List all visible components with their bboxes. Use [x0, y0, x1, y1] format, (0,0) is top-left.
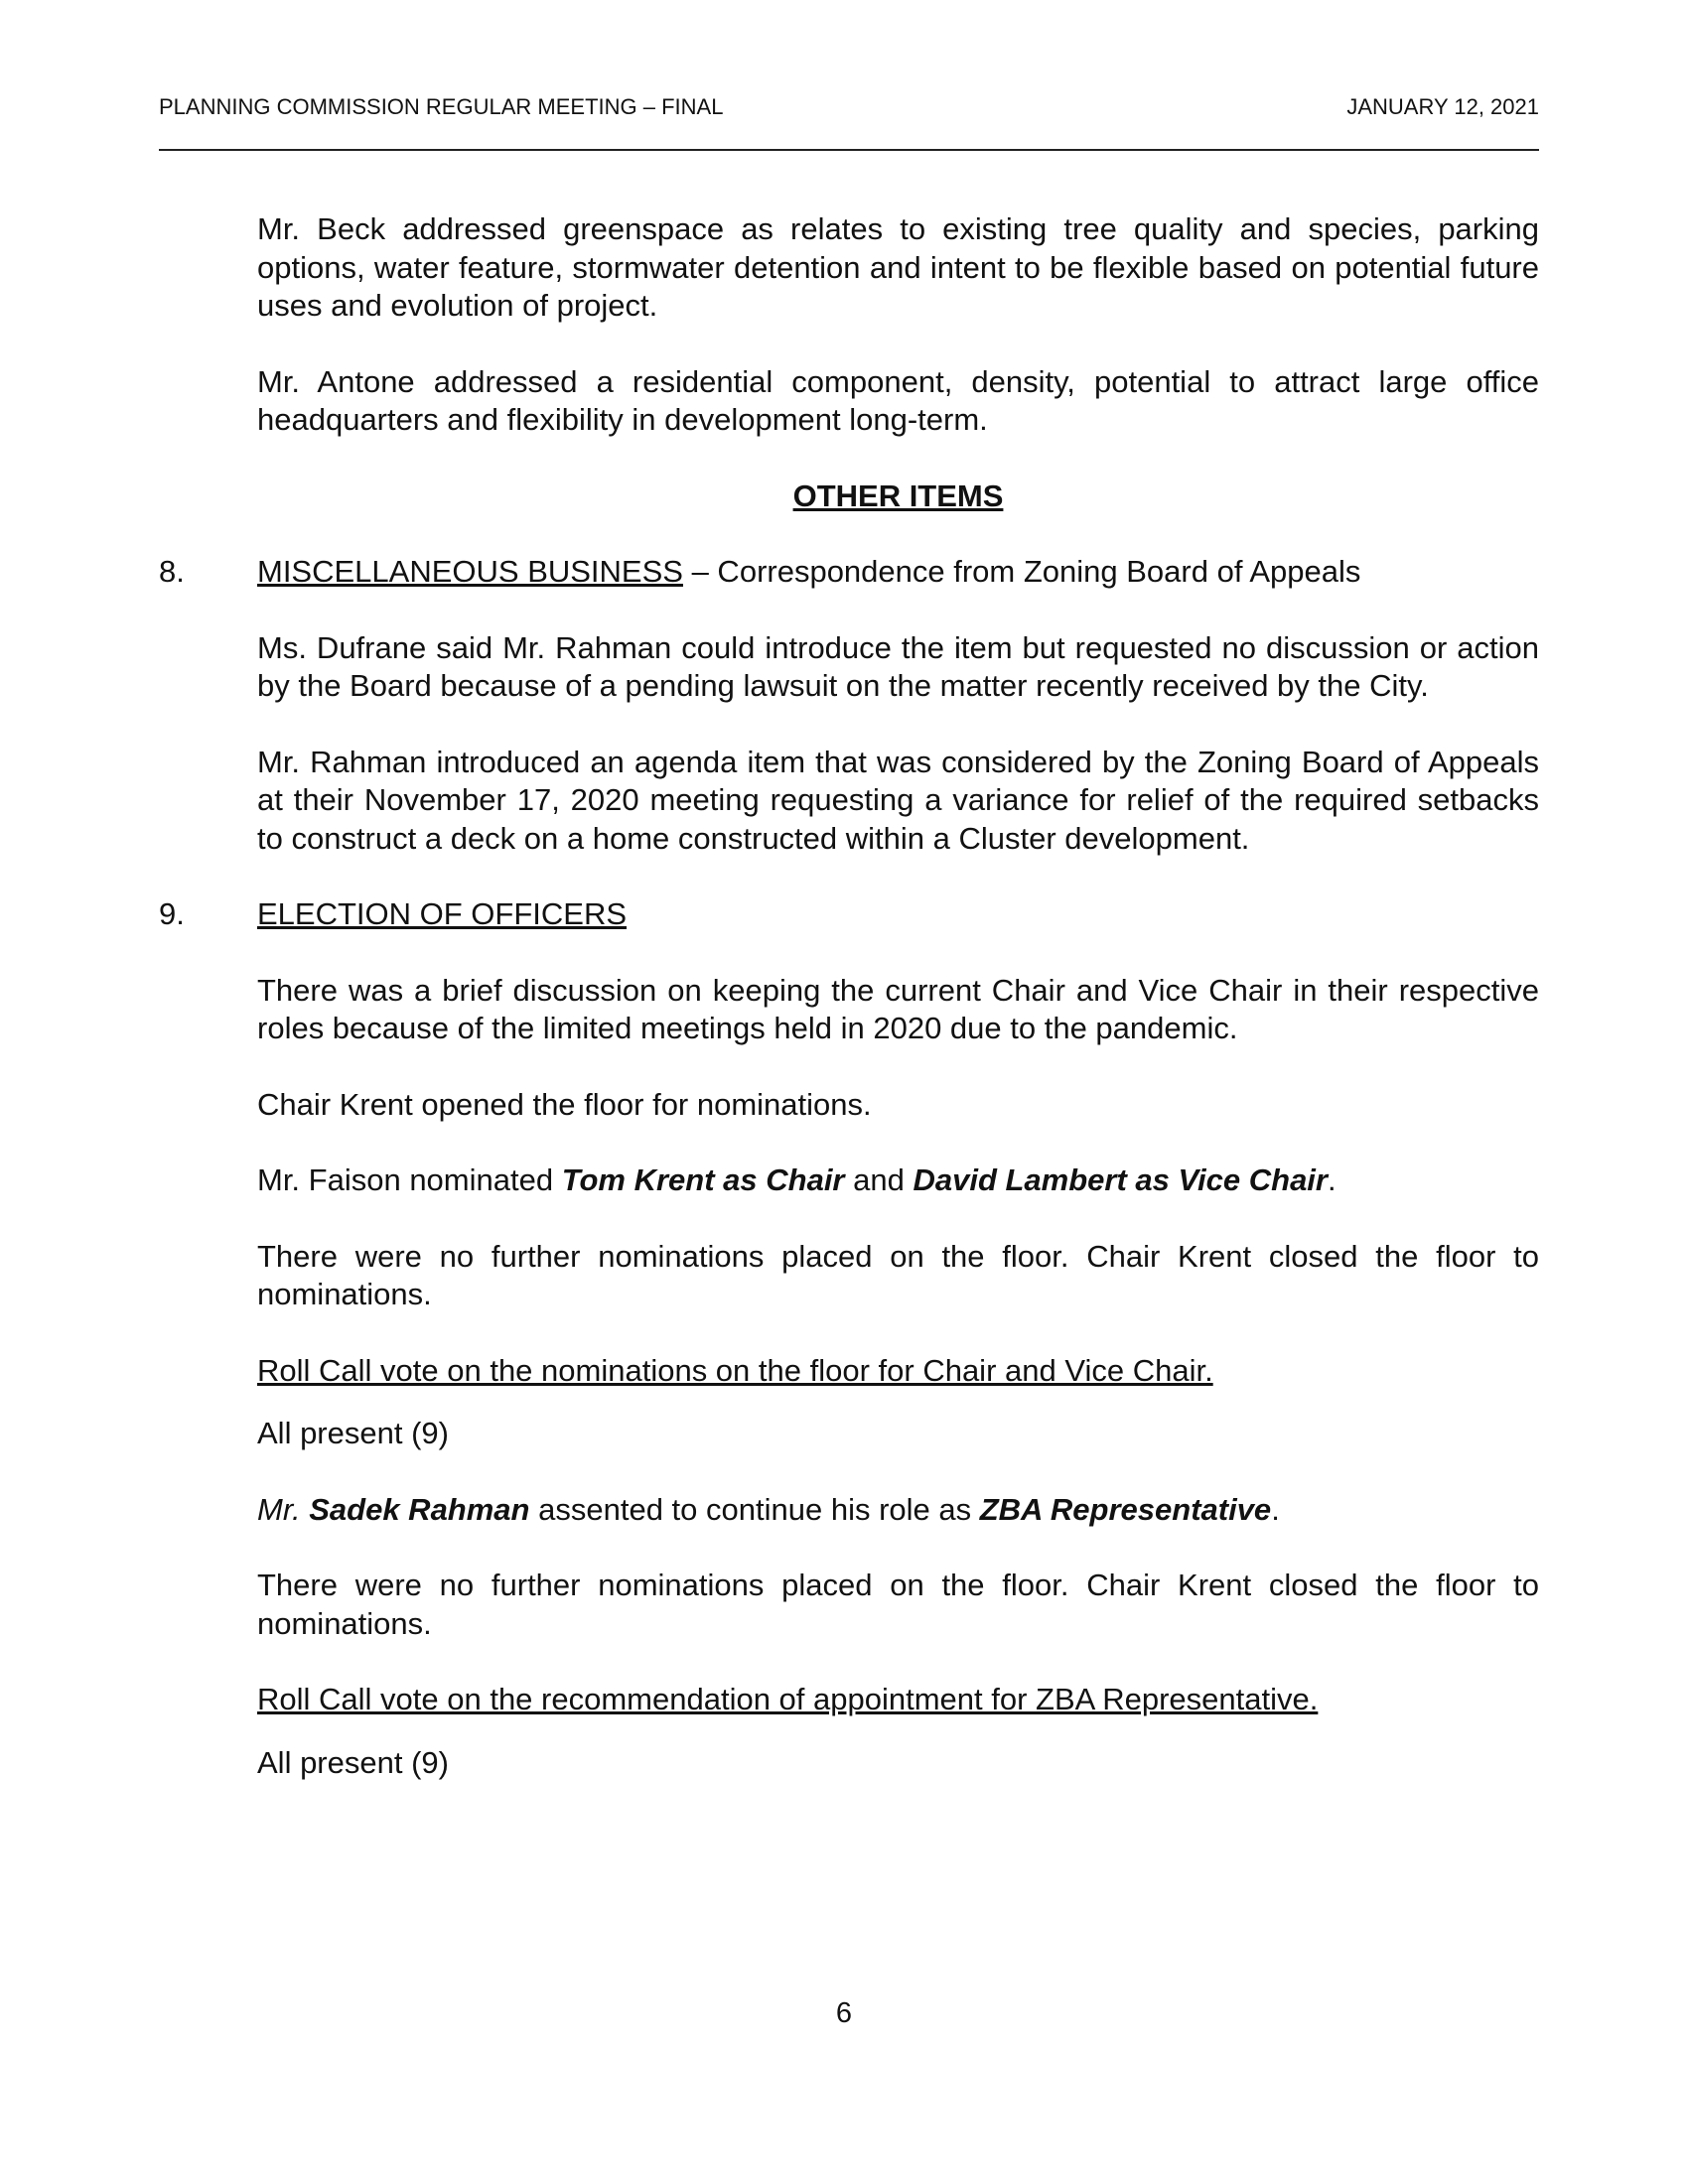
paragraph-antone: Mr. Antone addressed a residential component, density, potential to attract large office headquarters and flexibility in development long-term. — [257, 363, 1539, 437]
zba-name: Sadek Rahman — [309, 1491, 530, 1527]
roll-call-result-2: All present (9) — [257, 1744, 449, 1780]
paragraph-beck: Mr. Beck addressed greenspace as relates to existing tree quality and species, parking options, water feature, stormwater detention and intent to be flexible based on potential future uses and evolution of project. — [257, 211, 1539, 323]
item-8-heading — [159, 553, 1539, 592]
document-body — [159, 210, 1539, 1820]
nomination-suffix: . — [1328, 1162, 1336, 1197]
zba-mr: Mr. — [257, 1491, 301, 1527]
roll-call-label — [257, 1352, 1539, 1391]
item-9-heading — [159, 895, 1539, 934]
item-number: 9. — [159, 896, 185, 931]
item-title: MISCELLANEOUS BUSINESS — [257, 554, 683, 589]
paragraph-discussion: There was a brief discussion on keeping the current Chair and Vice Chair in their respective roles because of the limited meetings held in 2020 due to the pandemic. — [257, 972, 1539, 1045]
roll-call-result: All present (9) — [257, 1416, 449, 1450]
item-title: ELECTION OF OFFICERS — [257, 896, 628, 931]
paragraph-nomination — [257, 1161, 1539, 1200]
paragraph-no-further-nominations: There were no further nominations placed on the floor. Chair Krent closed the floor to nominations. — [257, 1238, 1539, 1311]
page-number: 6 — [835, 1997, 853, 2029]
header-title: PLANNING COMMISSION REGULAR MEETING – FINAL — [159, 94, 724, 119]
roll-call-text: Roll Call vote on the nominations on the floor for Chair and Vice Chair. — [257, 1352, 1213, 1388]
nomination-prefix: Mr. Faison nominated — [257, 1162, 562, 1197]
paragraph-no-further-nominations-2: There were no further nominations placed on the floor. Chair Krent closed the floor to nominations. — [257, 1568, 1539, 1641]
nomination-middle: and — [844, 1162, 914, 1197]
header-divider — [159, 149, 1539, 151]
roll-call-text: Roll Call vote on the recommendation of appointment for ZBA Representative. — [257, 1682, 1319, 1716]
roll-call-label-2 — [257, 1681, 1539, 1719]
header-date: JANUARY 12, 2021 — [1346, 94, 1539, 119]
zba-middle: assented to continue his role as — [529, 1491, 980, 1527]
item-number: 8. — [159, 554, 185, 589]
section-title: OTHER ITEMS — [792, 478, 1004, 513]
paragraph-dufrane: Ms. Dufrane said Mr. Rahman could introduce the item but requested no discussion or action by the Board because of a pending lawsuit on the matter recently received by the City. — [257, 629, 1539, 703]
item-subtitle: – Correspondence from Zoning Board of Appeals — [682, 554, 1361, 589]
page-header — [159, 94, 1539, 120]
paragraph-rahman-intro: Mr. Rahman introduced an agenda item that was considered by the Zoning Board of Appeals at their November 17, 2020 meeting requesting a variance for relief of the required setbacks to construct a deck on a home constructed within a Cluster development. — [257, 744, 1539, 856]
nominee-vice-chair: David Lambert as Vice Chair — [913, 1162, 1328, 1197]
nominee-chair: Tom Krent as Chair — [561, 1162, 845, 1197]
paragraph-zba — [257, 1491, 1539, 1530]
zba-role: ZBA Representative — [979, 1491, 1272, 1527]
zba-suffix: . — [1271, 1491, 1280, 1527]
paragraph-open-floor: Chair Krent opened the floor for nominations. — [257, 1086, 872, 1122]
